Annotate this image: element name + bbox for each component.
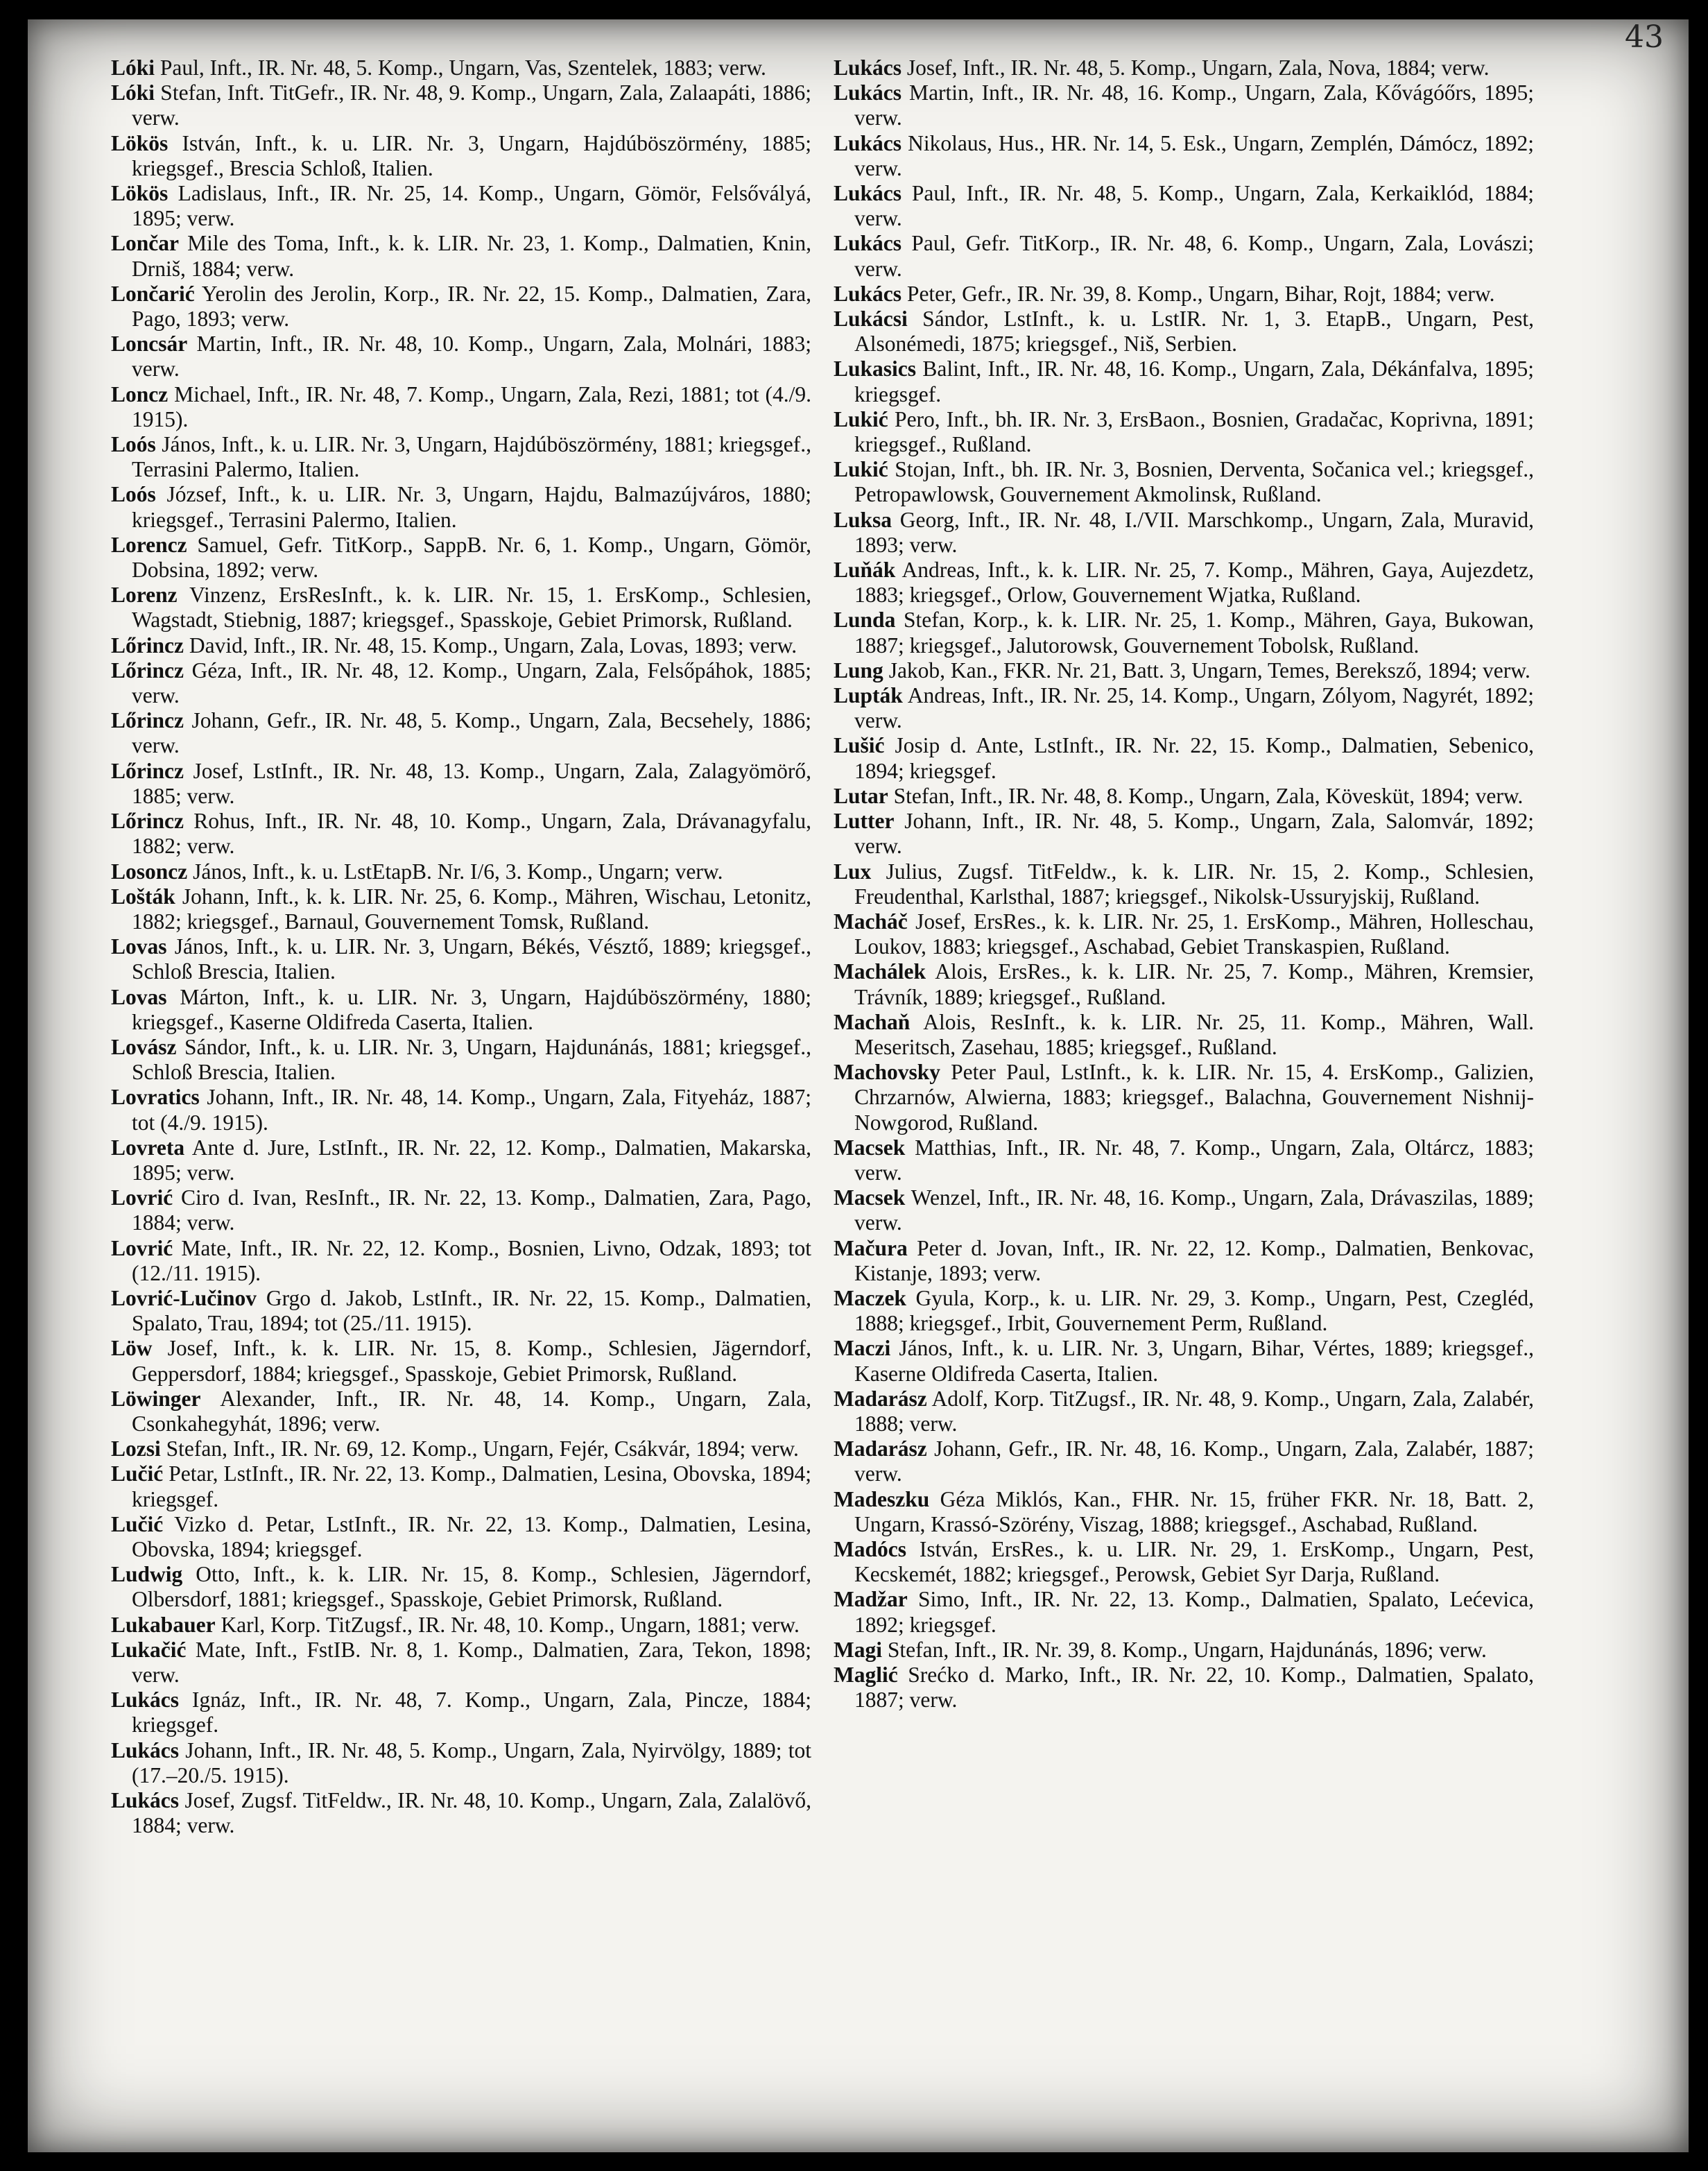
- entry-surname: Lovas: [111, 984, 167, 1009]
- list-entry: [111, 1336, 811, 1386]
- entry-surname: Lukács: [111, 1788, 180, 1813]
- entry-surname: Lorencz: [111, 532, 187, 557]
- list-entry: [111, 708, 811, 758]
- entry-details: Martin, Inft., IR. Nr. 48, 16. Komp., Ungarn, Zala, Kővágóőrs, 1895; verw.: [854, 80, 1534, 130]
- entry-details: Andreas, Inft., IR. Nr. 25, 14. Komp., Ungarn, Zólyom, Nagyrét, 1892; verw.: [854, 683, 1534, 733]
- entry-details: Martin, Inft., IR. Nr. 48, 10. Komp., Ungarn, Zala, Molnári, 1883; verw.: [132, 332, 811, 381]
- entry-details: Jakob, Kan., FKR. Nr. 21, Batt. 3, Ungarn, Temes, Bereksző, 1894; verw.: [883, 658, 1530, 683]
- entry-surname: Lukács: [111, 1688, 180, 1713]
- entry-details: David, Inft., IR. Nr. 48, 15. Komp., Ungarn, Zala, Lovas, 1893; verw.: [183, 633, 797, 658]
- entry-surname: Loós: [111, 432, 156, 457]
- entry-details: Wenzel, Inft., IR. Nr. 48, 16. Komp., Ungarn, Zala, Drávaszilas, 1889; verw.: [854, 1185, 1534, 1235]
- entry-details: Johann, Inft., IR. Nr. 48, 5. Komp., Ungarn, Zala, Nyirvölgy, 1889; tot (17.–20./5. 1915).: [132, 1737, 811, 1787]
- entry-details: Alois, ResInft., k. k. LIR. Nr. 25, 11. Komp., Mähren, Wall. Meseritsch, Zasehau, 1885; kriegsgef., Rußland.: [854, 1009, 1534, 1059]
- list-entry: [834, 959, 1534, 1009]
- entry-details: Pero, Inft., bh. IR. Nr. 3, ErsBaon., Bosnien, Gradačac, Koprivna, 1891; kriegsgef., Rußland.: [854, 406, 1534, 457]
- entry-details: Géza Miklós, Kan., FHR. Nr. 15, früher FKR. Nr. 18, Batt. 2, Ungarn, Krassó-Szörény, Viszag, 1888; kriegsgef., Aschabad, Rußland.: [854, 1486, 1534, 1536]
- list-entry: [834, 457, 1534, 507]
- entry-surname: Lőrincz: [111, 658, 184, 683]
- entry-surname: Lovratics: [111, 1085, 200, 1110]
- entry-surname: Lutter: [834, 809, 895, 834]
- entry-details: Petar, LstInft., IR. Nr. 22, 13. Komp., Dalmatien, Lesina, Obovska, 1894; kriegsgef.: [132, 1461, 811, 1511]
- list-entry: [111, 1738, 811, 1788]
- entry-details: Josef, ErsRes., k. k. LIR. Nr. 25, 1. ErsKomp., Mähren, Holleschau, Loukov, 1883; kriegsgef., Aschabad, Gebiet Transkaspien, Rußland.: [854, 909, 1534, 959]
- entry-surname: Loncsár: [111, 332, 188, 357]
- list-entry: [111, 809, 811, 859]
- entry-surname: Lukács: [111, 1737, 180, 1762]
- entry-details: Ladislaus, Inft., IR. Nr. 25, 14. Komp., Ungarn, Gömör, Felsővályá, 1895; verw.: [132, 181, 811, 231]
- list-entry: [834, 1663, 1534, 1713]
- entry-details: Georg, Inft., IR. Nr. 48, I./VII. Marschkomp., Ungarn, Zala, Muravid, 1893; verw.: [854, 507, 1534, 557]
- entry-details: Srećko d. Marko, Inft., IR. Nr. 22, 10. Komp., Dalmatien, Spalato, 1887; verw.: [854, 1663, 1534, 1713]
- entry-details: Michael, Inft., IR. Nr. 48, 7. Komp., Ungarn, Zala, Rezi, 1881; tot (4./9. 1915).: [132, 381, 811, 431]
- entry-details: Mile des Toma, Inft., k. k. LIR. Nr. 23, 1. Komp., Dalmatien, Knin, Drniš, 1884; verw.: [132, 231, 811, 281]
- entry-details: Johann, Inft., IR. Nr. 48, 14. Komp., Ungarn, Zala, Fityeház, 1887; tot (4./9. 1915).: [132, 1085, 811, 1135]
- entry-details: Peter Paul, LstInft., k. k. LIR. Nr. 15, 4. ErsKomp., Galizien, Chrzarnów, Alwierna, 1883; kriegsgef., Balachna, Gouvernement Nishnij-Nowgorod, Rußland.: [854, 1060, 1534, 1135]
- entry-details: Josef, Inft., IR. Nr. 48, 5. Komp., Ungarn, Zala, Nova, 1884; verw.: [902, 55, 1490, 80]
- list-entry: [111, 1286, 811, 1336]
- entry-details: Josef, Inft., k. k. LIR. Nr. 15, 8. Komp., Schlesien, Jägerndorf, Geppersdorf, 1884; kriegsgef., Spasskoje, Gebiet Primorsk, Rußland.: [132, 1336, 811, 1386]
- entry-surname: Lukács: [834, 130, 902, 155]
- entry-surname: Macsek: [834, 1135, 906, 1160]
- list-entry: [111, 1085, 811, 1135]
- entry-details: Alexander, Inft., IR. Nr. 48, 14. Komp., Ungarn, Zala, Csonkahegyhát, 1896; verw.: [132, 1386, 811, 1436]
- list-entry: [834, 181, 1534, 231]
- entry-surname: Luksa: [834, 507, 892, 532]
- list-entry: [111, 382, 811, 432]
- list-entry: [111, 1788, 811, 1838]
- list-entry: [834, 683, 1534, 733]
- entry-surname: Lovreta: [111, 1135, 185, 1160]
- list-entry: [834, 307, 1534, 357]
- entry-surname: Lovrić: [111, 1185, 173, 1210]
- entry-surname: Ludwig: [111, 1562, 183, 1587]
- entry-details: Paul, Inft., IR. Nr. 48, 5. Komp., Ungarn, Vas, Szentelek, 1883; verw.: [155, 55, 766, 80]
- entry-surname: Loós: [111, 482, 156, 507]
- list-entry: [111, 231, 811, 281]
- entry-details: Josef, Zugsf. TitFeldw., IR. Nr. 48, 10. Komp., Ungarn, Zala, Zalalövő, 1884; verw.: [132, 1788, 811, 1838]
- entry-surname: Lux: [834, 859, 872, 884]
- entry-surname: Maglić: [834, 1663, 898, 1687]
- entry-surname: Lorenz: [111, 583, 178, 608]
- entry-surname: Lukasics: [834, 357, 917, 381]
- entry-details: Peter, Gefr., IR. Nr. 39, 8. Komp., Ungarn, Bihar, Rojt, 1884; verw.: [902, 281, 1495, 306]
- entry-surname: Lukić: [834, 406, 888, 431]
- list-entry: [111, 1035, 811, 1085]
- page-number: 43: [1625, 19, 1664, 55]
- entry-surname: Loncz: [111, 381, 169, 406]
- list-entry: [834, 131, 1534, 181]
- entry-surname: Lőrincz: [111, 758, 184, 783]
- entry-details: Stojan, Inft., bh. IR. Nr. 3, Bosnien, Derventa, Sočanica vel.; kriegsgef., Petropawlowsk, Gouvernement Akmolinsk, Rußland.: [854, 457, 1534, 507]
- list-entry: [111, 759, 811, 809]
- list-entry: [111, 1387, 811, 1436]
- list-entry: [111, 482, 811, 532]
- list-entry: [111, 859, 811, 884]
- list-entry: [834, 1286, 1534, 1336]
- entry-details: Stefan, Inft., IR. Nr. 69, 12. Komp., Ungarn, Fejér, Csákvár, 1894; verw.: [160, 1436, 799, 1461]
- entry-surname: Lončarić: [111, 281, 195, 306]
- list-entry: [834, 1185, 1534, 1235]
- list-entry: [111, 1638, 811, 1688]
- list-entry: [111, 1436, 811, 1461]
- right-column: [834, 55, 1534, 1713]
- entry-surname: Lošták: [111, 884, 175, 909]
- entry-details: Karl, Korp. TitZugsf., IR. Nr. 48, 10. Komp., Ungarn, 1881; verw.: [215, 1612, 800, 1637]
- entry-surname: Maczi: [834, 1336, 891, 1361]
- entry-details: Rohus, Inft., IR. Nr. 48, 10. Komp., Ungarn, Zala, Drávanagyfalu, 1882; verw.: [132, 809, 811, 859]
- entry-surname: Macháč: [834, 909, 908, 934]
- list-entry: [111, 1688, 811, 1737]
- entry-details: Vizko d. Petar, LstInft., IR. Nr. 22, 13. Komp., Dalmatien, Lesina, Obovska, 1894; kriegsgef.: [132, 1511, 811, 1561]
- entry-details: Stefan, Inft., IR. Nr. 48, 8. Komp., Ungarn, Zala, Kövesküt, 1894; verw.: [888, 783, 1524, 808]
- list-entry: [834, 407, 1534, 457]
- list-entry: [834, 1436, 1534, 1486]
- entry-surname: Lóki: [111, 55, 155, 80]
- entry-surname: Lukács: [834, 55, 902, 80]
- entry-surname: Madarász: [834, 1436, 927, 1461]
- document-page: [28, 19, 1689, 2152]
- list-entry: [834, 80, 1534, 130]
- entry-details: Sándor, Inft., k. u. LIR. Nr. 3, Ungarn, Hajdunánás, 1881; kriegsgef., Schloß Brescia, Italien.: [132, 1034, 811, 1085]
- list-entry: [834, 231, 1534, 281]
- entry-surname: Lukačić: [111, 1637, 187, 1662]
- entry-surname: Lukács: [834, 281, 902, 306]
- list-entry: [111, 181, 811, 231]
- list-entry: [111, 332, 811, 381]
- entry-details: István, ErsRes., k. u. LIR. Nr. 29, 1. ErsKomp., Ungarn, Pest, Kecskemét, 1882; kriegsgef., Perowsk, Gebiet Syr Darja, Rußland.: [854, 1536, 1534, 1587]
- entry-surname: Lučić: [111, 1511, 164, 1536]
- entry-details: Otto, Inft., k. k. LIR. Nr. 15, 8. Komp., Schlesien, Jägerndorf, Olbersdorf, 1881; kriegsgef., Spasskoje, Gebiet Primorsk, Rußland.: [132, 1562, 811, 1612]
- entry-surname: Magi: [834, 1637, 882, 1662]
- entry-details: Márton, Inft., k. u. LIR. Nr. 3, Ungarn, Hajdúböszörmény, 1880; kriegsgef., Kaserne Oldifreda Caserta, Italien.: [132, 984, 811, 1034]
- list-entry: [834, 909, 1534, 959]
- list-entry: [834, 1010, 1534, 1060]
- entry-surname: Madžar: [834, 1587, 908, 1612]
- list-entry: [834, 608, 1534, 658]
- entry-surname: Madócs: [834, 1536, 906, 1561]
- list-entry: [111, 432, 811, 482]
- entry-details: Peter d. Jovan, Inft., IR. Nr. 22, 12. Komp., Dalmatien, Benkovac, Kistanje, 1893; verw.: [854, 1235, 1534, 1285]
- entry-details: Johann, Gefr., IR. Nr. 48, 5. Komp., Ungarn, Zala, Becsehely, 1886; verw.: [132, 708, 811, 758]
- list-entry: [834, 357, 1534, 406]
- entry-surname: Lukács: [834, 80, 902, 105]
- entry-surname: Lozsi: [111, 1436, 161, 1461]
- list-entry: [834, 1060, 1534, 1135]
- entry-surname: Löwinger: [111, 1386, 201, 1411]
- entry-surname: Lökös: [111, 181, 169, 206]
- entry-details: Simo, Inft., IR. Nr. 22, 13. Komp., Dalmatien, Spalato, Lećevica, 1892; kriegsgef.: [854, 1587, 1534, 1637]
- entry-details: Stefan, Inft. TitGefr., IR. Nr. 48, 9. Komp., Ungarn, Zala, Zalaapáti, 1886; verw.: [132, 80, 811, 130]
- entry-details: Gyula, Korp., k. u. LIR. Nr. 29, 3. Komp., Ungarn, Pest, Czegléd, 1888; kriegsgef., Irbit, Gouvernement Perm, Rußland.: [854, 1285, 1534, 1336]
- entry-details: Adolf, Korp. TitZugsf., IR. Nr. 48, 9. Komp., Ungarn, Zala, Zalabér, 1888; verw.: [854, 1386, 1534, 1436]
- list-entry: [111, 131, 811, 181]
- list-entry: [834, 784, 1534, 809]
- list-entry: [834, 859, 1534, 909]
- list-entry: [834, 1135, 1534, 1185]
- list-entry: [111, 533, 811, 583]
- entry-surname: Losoncz: [111, 859, 188, 884]
- entry-surname: Lukić: [834, 457, 888, 482]
- entry-details: János, Inft., k. u. LstEtapB. Nr. I/6, 3. Komp., Ungarn; verw.: [187, 859, 723, 884]
- list-entry: [111, 80, 811, 130]
- entry-surname: Lovász: [111, 1034, 177, 1059]
- list-entry: [111, 1461, 811, 1511]
- entry-details: Géza, Inft., IR. Nr. 48, 12. Komp., Ungarn, Zala, Felsőpáhok, 1885; verw.: [132, 658, 811, 708]
- entry-details: Mate, Inft., FstIB. Nr. 8, 1. Komp., Dalmatien, Zara, Tekon, 1898; verw.: [132, 1637, 811, 1687]
- list-entry: [834, 733, 1534, 783]
- list-entry: [111, 658, 811, 708]
- entry-details: János, Inft., k. u. LIR. Nr. 3, Ungarn, Bihar, Vértes, 1889; kriegsgef., Kaserne Oldifreda Caserta, Italien.: [854, 1336, 1534, 1386]
- entry-details: Josip d. Ante, LstInft., IR. Nr. 22, 15. Komp., Dalmatien, Sebenico, 1894; kriegsgef.: [854, 733, 1534, 783]
- entry-details: Vinzenz, ErsResInft., k. k. LIR. Nr. 15, 1. ErsKomp., Schlesien, Wagstadt, Stiebnig, 1887; kriegsgef., Spasskoje, Gebiet Primorsk, Rußland.: [132, 583, 811, 633]
- entry-details: Ignáz, Inft., IR. Nr. 48, 7. Komp., Ungarn, Zala, Pincze, 1884; kriegsgef.: [132, 1688, 811, 1737]
- list-entry: [111, 934, 811, 984]
- entry-surname: Lőrincz: [111, 809, 184, 834]
- entry-surname: Lunda: [834, 608, 896, 633]
- list-entry: [834, 1638, 1534, 1663]
- entry-details: István, Inft., k. u. LIR. Nr. 3, Ungarn, Hajdúböszörmény, 1885; kriegsgef., Brescia Schloß, Italien.: [132, 130, 811, 180]
- entry-surname: Madeszku: [834, 1486, 930, 1511]
- list-entry: [111, 1135, 811, 1185]
- entry-surname: Maczek: [834, 1285, 906, 1310]
- entry-details: Yerolin des Jerolin, Korp., IR. Nr. 22, 15. Komp., Dalmatien, Zara, Pago, 1893; verw.: [132, 281, 811, 332]
- entry-details: Johann, Gefr., IR. Nr. 48, 16. Komp., Ungarn, Zala, Zalabér, 1887; verw.: [854, 1436, 1534, 1486]
- entry-surname: Lőrincz: [111, 633, 184, 658]
- entry-surname: Löw: [111, 1336, 153, 1361]
- entry-details: Matthias, Inft., IR. Nr. 48, 7. Komp., Ungarn, Zala, Oltárcz, 1883; verw.: [854, 1135, 1534, 1185]
- entry-details: János, Inft., k. u. LIR. Nr. 3, Ungarn, Hajdúböszörmény, 1881; kriegsgef., Terrasini Palermo, Italien.: [132, 432, 811, 482]
- list-entry: [111, 633, 811, 658]
- list-entry: [834, 1587, 1534, 1637]
- list-entry: [834, 1537, 1534, 1587]
- left-column: [111, 55, 811, 1838]
- list-entry: [834, 658, 1534, 683]
- entry-details: Samuel, Gefr. TitKorp., SappB. Nr. 6, 1. Komp., Ungarn, Gömör, Dobsina, 1892; verw.: [132, 532, 811, 583]
- entry-surname: Macsek: [834, 1185, 906, 1210]
- entry-surname: Lőrincz: [111, 708, 184, 733]
- list-entry: [111, 1185, 811, 1235]
- entry-details: János, Inft., k. u. LIR. Nr. 3, Ungarn, Békés, Vésztő, 1889; kriegsgef., Schloß Brescia, Italien.: [132, 934, 811, 984]
- entry-details: Paul, Inft., IR. Nr. 48, 5. Komp., Ungarn, Zala, Kerkaiklód, 1884; verw.: [854, 181, 1534, 231]
- list-entry: [834, 55, 1534, 80]
- list-entry: [111, 282, 811, 332]
- entry-details: Josef, LstInft., IR. Nr. 48, 13. Komp., Ungarn, Zala, Zalagyömörő, 1885; verw.: [132, 758, 811, 808]
- entry-details: Ante d. Jure, LstInft., IR. Nr. 22, 12. Komp., Dalmatien, Makarska, 1895; verw.: [132, 1135, 811, 1185]
- entry-details: Alois, ErsRes., k. k. LIR. Nr. 25, 7. Komp., Mähren, Kremsier, Trávník, 1889; kriegsgef., Rußland.: [854, 959, 1534, 1009]
- entry-details: Johann, Inft., k. k. LIR. Nr. 25, 6. Komp., Mähren, Wischau, Letonitz, 1882; kriegsgef., Barnaul, Gouvernement Tomsk, Rußland.: [132, 884, 811, 934]
- entry-details: Paul, Gefr. TitKorp., IR. Nr. 48, 6. Komp., Ungarn, Zala, Lovászi; verw.: [854, 231, 1534, 281]
- entry-details: Julius, Zugsf. TitFeldw., k. k. LIR. Nr. 15, 2. Komp., Schlesien, Freudenthal, Karlsthal, 1887; kriegsgef., Nikolsk-Ussuryjskij, Rußland.: [854, 859, 1534, 909]
- entry-surname: Lukács: [834, 231, 902, 256]
- entry-details: Stefan, Inft., IR. Nr. 39, 8. Komp., Ungarn, Hajdunánás, 1896; verw.: [881, 1637, 1487, 1662]
- entry-surname: Lutar: [834, 783, 888, 808]
- list-entry: [834, 508, 1534, 558]
- entry-surname: Mačura: [834, 1235, 908, 1260]
- entry-surname: Machaň: [834, 1009, 911, 1034]
- entry-details: Andreas, Inft., k. k. LIR. Nr. 25, 7. Komp., Mähren, Gaya, Aujezdetz, 1883; kriegsgef., Orlow, Gouvernement Wjatka, Rußland.: [854, 558, 1534, 608]
- list-entry: [111, 1613, 811, 1638]
- list-entry: [834, 558, 1534, 608]
- entry-details: Grgo d. Jakob, LstInft., IR. Nr. 22, 15. Komp., Dalmatien, Spalato, Trau, 1894; tot (25./11. 1915).: [132, 1285, 811, 1336]
- entry-surname: Luňák: [834, 558, 896, 583]
- list-entry: [834, 1487, 1534, 1537]
- entry-details: Mate, Inft., IR. Nr. 22, 12. Komp., Bosnien, Livno, Odzak, 1893; tot (12./11. 1915).: [132, 1235, 811, 1285]
- list-entry: [111, 55, 811, 80]
- entry-details: Ciro d. Ivan, ResInft., IR. Nr. 22, 13. Komp., Dalmatien, Zara, Pago, 1884; verw.: [132, 1185, 811, 1235]
- entry-surname: Lušić: [834, 733, 885, 758]
- entry-details: József, Inft., k. u. LIR. Nr. 3, Ungarn, Hajdu, Balmazújváros, 1880; kriegsgef., Terrasini Palermo, Italien.: [132, 482, 811, 532]
- entry-surname: Lukács: [834, 181, 902, 206]
- entry-surname: Lukabauer: [111, 1612, 216, 1637]
- list-entry: [834, 1336, 1534, 1386]
- entry-surname: Lučić: [111, 1461, 164, 1486]
- entry-surname: Lončar: [111, 231, 179, 256]
- entry-surname: Machálek: [834, 959, 926, 984]
- list-entry: [111, 1512, 811, 1562]
- list-entry: [834, 282, 1534, 307]
- entry-surname: Lukácsi: [834, 307, 908, 332]
- list-entry: [111, 583, 811, 633]
- entry-surname: Lung: [834, 658, 883, 683]
- list-entry: [111, 1562, 811, 1612]
- entry-surname: Madarász: [834, 1386, 927, 1411]
- entry-surname: Lovrić-Lučinov: [111, 1285, 257, 1310]
- list-entry: [111, 1236, 811, 1286]
- list-entry: [834, 809, 1534, 859]
- entry-surname: Lökös: [111, 130, 169, 155]
- list-entry: [834, 1236, 1534, 1286]
- list-entry: [111, 985, 811, 1035]
- entry-details: Johann, Inft., IR. Nr. 48, 5. Komp., Ungarn, Zala, Salomvár, 1892; verw.: [854, 809, 1534, 859]
- entry-details: Nikolaus, Hus., HR. Nr. 14, 5. Esk., Ungarn, Zemplén, Dámócz, 1892; verw.: [854, 130, 1534, 180]
- entry-details: Stefan, Korp., k. k. LIR. Nr. 25, 1. Komp., Mähren, Gaya, Bukowan, 1887; kriegsgef., Jalutorowsk, Gouvernement Tobolsk, Rußland.: [854, 608, 1534, 658]
- entry-surname: Lovrić: [111, 1235, 173, 1260]
- entry-surname: Lovas: [111, 934, 167, 959]
- entry-surname: Lupták: [834, 683, 903, 708]
- list-entry: [834, 1387, 1534, 1436]
- entry-surname: Machovsky: [834, 1060, 941, 1085]
- entry-details: Balint, Inft., IR. Nr. 48, 16. Komp., Ungarn, Zala, Dékánfalva, 1895; kriegsgef.: [854, 357, 1534, 406]
- entry-surname: Lóki: [111, 80, 155, 105]
- list-entry: [111, 884, 811, 934]
- entry-details: Sándor, LstInft., k. u. LstIR. Nr. 1, 3. EtapB., Ungarn, Pest, Alsonémedi, 1875; kriegsgef., Niš, Serbien.: [854, 307, 1534, 357]
